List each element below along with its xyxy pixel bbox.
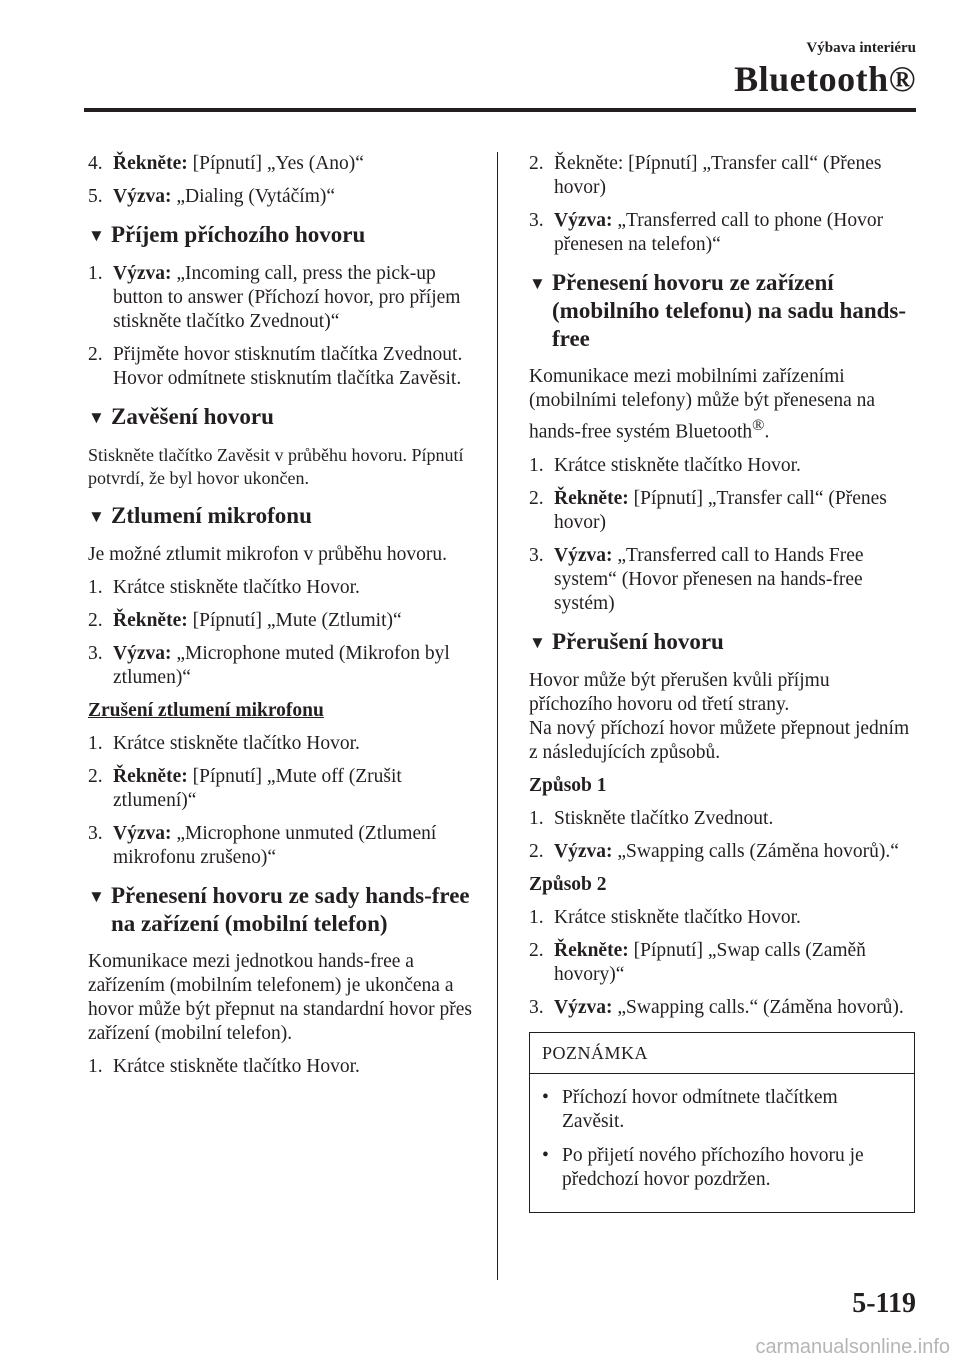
step-text: Krátce stiskněte tlačítko Hovor.	[113, 577, 360, 598]
header-rule	[84, 108, 916, 112]
step-number: 2.	[88, 344, 103, 365]
step-number: 1.	[529, 807, 544, 829]
step-item	[88, 262, 480, 334]
note-item	[542, 1086, 902, 1134]
paragraph: Stiskněte tlačítko Zavěsit v průběhu hovoru. Pípnutí potvrdí, že byl hovor ukončen.	[88, 445, 464, 488]
note-title: POZNÁMKA	[530, 1033, 914, 1074]
step-number: 2.	[529, 153, 544, 174]
note-box	[529, 1032, 915, 1213]
subheading-unmute: Zrušení ztlumení mikrofonu	[88, 700, 324, 721]
step-label: Výzva:	[113, 263, 172, 284]
section-label: Výbava interiéru	[806, 40, 916, 56]
step-number: 1.	[88, 733, 103, 754]
step-text: „Microphone muted (Mikrofon byl ztlumen)“	[113, 643, 450, 688]
step-number: 3.	[88, 643, 103, 664]
note-item	[542, 1144, 902, 1192]
step-item	[88, 765, 480, 813]
step-item	[529, 807, 915, 831]
triangle-down-icon: ▼	[88, 226, 105, 245]
step-text: Krátce stiskněte tlačítko Hovor.	[554, 906, 801, 928]
section-heading-hangup	[88, 403, 480, 432]
method-heading: Způsob 1	[529, 774, 607, 796]
left-column	[88, 152, 480, 1088]
step-text: Stiskněte tlačítko Zvednout.	[554, 807, 774, 829]
heading-text: Přerušení hovoru	[552, 628, 724, 654]
heading-text: Příjem příchozího hovoru	[111, 222, 366, 247]
triangle-down-icon: ▼	[529, 274, 546, 293]
step-number: 2.	[529, 487, 544, 509]
paragraph-text: Hovor může být přerušen kvůli příjmu příchozího hovoru od třetí strany.	[529, 669, 830, 715]
page-number: 5-119	[852, 1288, 916, 1319]
registered-mark: ®	[752, 416, 765, 434]
step-text: Krátce stiskněte tlačítko Hovor.	[113, 1056, 360, 1077]
step-text: „Microphone unmuted (Ztlumení mikrofonu zrušeno)“	[113, 823, 437, 868]
step-label: Výzva:	[113, 186, 172, 207]
step-label: Výzva:	[113, 643, 172, 664]
step-number: 2.	[529, 840, 544, 862]
heading-text: Ztlumení mikrofonu	[111, 503, 312, 528]
section-heading-interrupt	[529, 628, 915, 657]
paragraph	[529, 669, 915, 765]
step-label: Výzva:	[554, 210, 613, 231]
step-item	[529, 544, 915, 616]
step-label: Výzva:	[113, 823, 172, 844]
step-text: Řekněte: [Pípnutí] „Transfer call“ (Přenes hovor)	[554, 153, 882, 198]
step-text: „Incoming call, press the pick-up button to answer (Příchozí hovor, pro příjem stiskněte tlačítko Zvednout)“	[113, 263, 461, 332]
step-note: Hovor odmítnete stisknutím tlačítka Zavěsit.	[113, 368, 462, 389]
step-text: „Transferred call to Hands Free system“ (Hovor přenesen na hands-free systém)	[554, 544, 864, 614]
step-number: 4.	[88, 153, 103, 174]
step-item	[88, 576, 480, 600]
paragraph: Je možné ztlumit mikrofon v průběhu hovoru.	[88, 544, 448, 565]
step-item	[529, 906, 915, 930]
paragraph-text: Na nový příchozí hovor můžete přepnout jedním z následujících způsobů.	[529, 717, 910, 763]
step-item	[88, 822, 480, 870]
step-label: Řekněte:	[113, 153, 188, 174]
step-item	[529, 487, 915, 535]
step-text: [Pípnutí] „Transfer call“ (Přenes hovor)	[554, 487, 887, 533]
section-heading-mute	[88, 502, 480, 531]
column-divider	[497, 152, 498, 1280]
step-number: 1.	[88, 577, 103, 598]
paragraph: Komunikace mezi jednotkou hands-free a zařízením (mobilním telefonem) je ukončena a hovor může být přepnut na standardní hovor přes zařízení (mobilní telefon).	[88, 951, 472, 1044]
step-item	[529, 209, 915, 257]
step-text: Přijměte hovor stisknutím tlačítka Zvednout.	[113, 344, 463, 365]
right-column	[529, 152, 915, 1213]
step-item	[529, 939, 915, 987]
step-number: 1.	[529, 906, 544, 928]
step-text: „Swapping calls (Záměna hovorů).“	[612, 840, 899, 862]
step-item	[529, 454, 915, 478]
paragraph-text: Komunikace mezi mobilními zařízeními (mobilními telefony) může být přenesena na hands-free systém Bluetooth	[529, 366, 876, 443]
step-text: „Swapping calls.“ (Záměna hovorů).	[612, 996, 904, 1018]
step-number: 3.	[529, 996, 544, 1018]
step-number: 1.	[88, 263, 103, 284]
step-item	[529, 840, 915, 864]
section-heading-incoming	[88, 221, 480, 250]
heading-text: Zavěšení hovoru	[111, 404, 274, 429]
step-label: Řekněte:	[554, 939, 629, 961]
watermark[interactable]: carmanualsonline.info	[755, 1336, 950, 1358]
note-item-text: Příchozí hovor odmítnete tlačítkem Zavěsit.	[562, 1086, 838, 1132]
step-text: „Transferred call to phone (Hovor přenesen na telefon)“	[554, 210, 884, 255]
note-body	[530, 1074, 914, 1212]
step-label: Řekněte:	[113, 610, 188, 631]
step-number: 1.	[88, 1056, 103, 1077]
step-item	[529, 996, 915, 1020]
note-item-text: Po přijetí nového příchozího hovoru je předchozí hovor pozdržen.	[562, 1144, 864, 1190]
section-heading-transfer-to-handsfree	[529, 269, 915, 353]
step-item	[88, 343, 480, 391]
step-text: Krátce stiskněte tlačítko Hovor.	[554, 454, 801, 476]
step-number: 5.	[88, 186, 103, 207]
paragraph	[529, 365, 915, 445]
triangle-down-icon: ▼	[529, 632, 546, 652]
step-text: „Dialing (Vytáčím)“	[171, 186, 336, 207]
method-heading: Způsob 2	[529, 873, 607, 895]
triangle-down-icon: ▼	[88, 507, 105, 526]
section-heading-transfer-to-phone	[88, 882, 480, 938]
step-number: 2.	[529, 939, 544, 961]
step-number: 3.	[529, 544, 544, 566]
step-label: Výzva:	[554, 544, 613, 566]
triangle-down-icon: ▼	[88, 887, 105, 906]
step-number: 1.	[529, 454, 544, 476]
page-title: Bluetooth®	[734, 59, 916, 99]
heading-text: Přenesení hovoru ze sady hands-free na zařízení (mobilní telefon)	[111, 883, 470, 936]
paragraph-end: .	[764, 421, 770, 443]
step-number: 2.	[88, 610, 103, 631]
step-item	[88, 732, 480, 756]
step-label: Řekněte:	[113, 766, 188, 787]
step-item	[88, 152, 480, 176]
step-text: [Pípnutí] „Mute off (Zrušit ztlumení)“	[113, 766, 402, 811]
step-text: Krátce stiskněte tlačítko Hovor.	[113, 733, 360, 754]
step-item	[88, 609, 480, 633]
step-number: 3.	[529, 210, 544, 231]
step-text: [Pípnutí] „Yes (Ano)“	[187, 153, 364, 174]
bullet-dot-icon: •	[542, 1144, 549, 1166]
step-item	[88, 185, 480, 209]
bullet-dot-icon: •	[542, 1086, 549, 1108]
step-label: Výzva:	[554, 996, 613, 1018]
heading-text: Přenesení hovoru ze zařízení (mobilního telefonu) na sadu hands-free	[552, 270, 907, 351]
step-number: 3.	[88, 823, 103, 844]
step-item	[88, 1055, 480, 1079]
triangle-down-icon: ▼	[88, 408, 105, 427]
step-text: [Pípnutí] „Mute (Ztlumit)“	[187, 610, 402, 631]
step-number: 2.	[88, 766, 103, 787]
step-item	[529, 152, 915, 200]
step-label: Výzva:	[554, 840, 613, 862]
step-label: Řekněte:	[554, 487, 629, 509]
step-item	[88, 642, 480, 690]
step-text: [Pípnutí] „Swap calls (Zaměň hovory)“	[554, 939, 866, 985]
